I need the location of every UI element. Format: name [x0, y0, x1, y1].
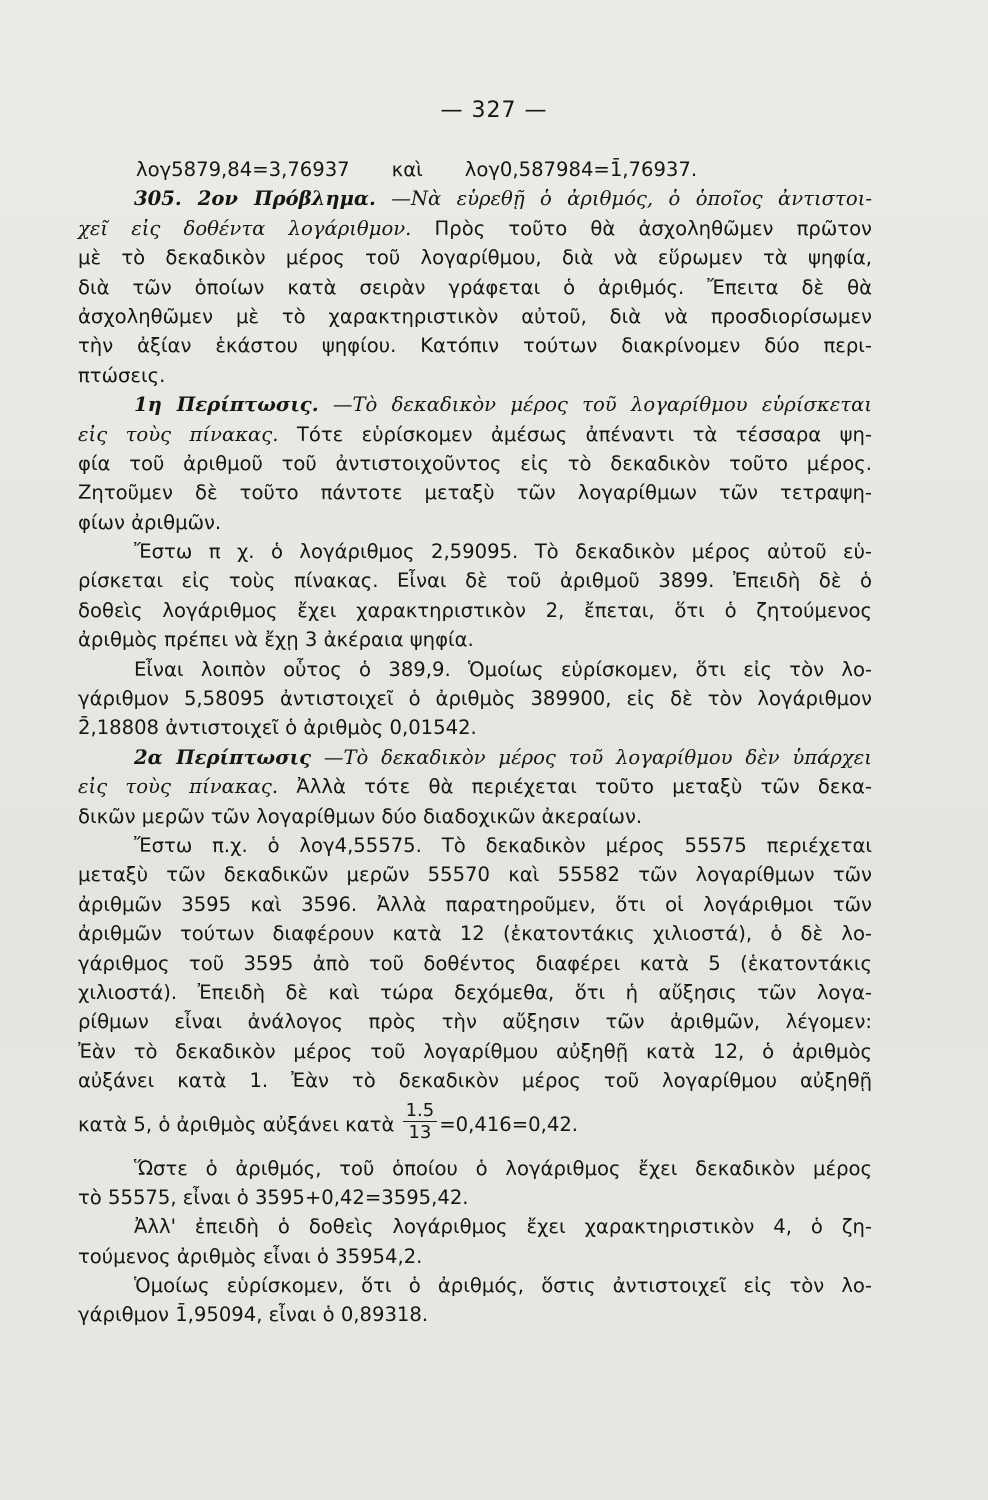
text-line	[78, 214, 872, 243]
case-heading: 1η Περίπτωσις.	[134, 393, 319, 417]
text-line	[78, 184, 872, 213]
text-line: διὰ τῶν ὁποίων κατὰ σειρὰν γράφεται ὁ ἀριθμός. Ἔπειτα δὲ θὰ	[78, 275, 872, 299]
text-line: ρίσκεται εἰς τοὺς πίνακας. Εἶναι δὲ τοῦ ἀριθμοῦ 3899. Ἐπειδὴ δὲ ὁ	[78, 569, 872, 593]
italic-text: —Τὸ δεκαδικὸν μέρος τοῦ λογαρίθμου δὲν ὑπάρχει	[323, 745, 872, 769]
text-line: Εἶναι λοιπὸν οὗτος ὁ 389,9. Ὁμοίως εὑρίσκομεν, ὅτι εἰς τὸν λο-	[134, 657, 872, 681]
body-text: Πρὸς τοῦτο θὰ ἀσχοληθῶμεν πρῶτον	[434, 216, 873, 240]
text-line: Ἀλλ' ἐπειδὴ ὁ δοθεὶς λογάριθμος ἔχει χαρακτηριστικὸν 4, ὁ ζη-	[134, 1215, 872, 1239]
text-line: πτώσεις.	[78, 363, 166, 387]
text-body	[78, 155, 872, 1330]
text-line: τούμενος ἀριθμὸς εἶναι ὁ 35954,2.	[78, 1244, 423, 1268]
italic-text: —Τὸ δεκαδικὸν μέρος τοῦ λογαρίθμου εὑρίσκεται	[332, 393, 872, 417]
fraction-numerator: 1.5	[403, 1102, 438, 1122]
body-text: Τότε εὑρίσκομεν ἀμέσως ἀπέναντι τὰ τέσσαρα ψη-	[296, 422, 872, 446]
fraction-denominator: 13	[408, 1122, 432, 1143]
conjunction: καὶ	[391, 158, 423, 181]
text-line: μεταξὺ τῶν δεκαδικῶν μερῶν 55570 καὶ 55582 τῶν λογαρίθμων τῶν	[78, 863, 872, 887]
text-line	[78, 1096, 872, 1154]
text-line: μὲ τὸ δεκαδικὸν μέρος τοῦ λογαρίθμου, διὰ νὰ εὕρωμεν τὰ ψηφία,	[78, 246, 872, 270]
text-line: 2̄,18808 ἀντιστοιχεῖ ὁ ἀριθμὸς 0,01542.	[78, 716, 477, 740]
text-line: ἀριθμῶν τούτων διαφέρουν κατὰ 12 (ἑκατοντάκις χιλιοστά), ὁ δὲ λο-	[78, 922, 872, 946]
text-line	[78, 155, 872, 184]
equation: =0,416=0,42.	[439, 1112, 579, 1136]
text-line	[78, 420, 872, 449]
text-line: δοθεὶς λογάριθμος ἔχει χαρακτηριστικὸν 2, ἔπεται, ὅτι ὁ ζητούμενος	[78, 598, 872, 622]
text-line: τὸ 55575, εἶναι ὁ 3595+0,42=3595,42.	[78, 1185, 469, 1209]
text-line: Ἐὰν τὸ δεκαδικὸν μέρος τοῦ λογαρίθμου αὐξηθῇ κατὰ 12, ὁ ἀριθμὸς	[78, 1039, 872, 1063]
text-line: φία τοῦ ἀριθμοῦ τοῦ ἀντιστοιχοῦντος εἰς τὸ δεκαδικὸν τοῦτο μέρος.	[78, 451, 872, 475]
text-line: ἀριθμὸς πρέπει νὰ ἔχῃ 3 ἀκέραια ψηφία.	[78, 628, 474, 652]
page-number: — 327 —	[440, 98, 548, 123]
equation: λογ0,587984=1̄,76937.	[464, 158, 698, 181]
italic-text: —Νὰ εὑρεθῇ ὁ ἀριθμός, ὁ ὁποῖος ἀντιστοι-	[391, 187, 872, 211]
text-line	[78, 743, 872, 772]
text-line	[78, 390, 872, 419]
equation: λογ5879,84=3,76937	[136, 158, 350, 181]
text-line: δικῶν μερῶν τῶν λογαρίθμων δύο διαδοχικῶν ἀκεραίων.	[78, 804, 643, 828]
text-line: Ζητοῦμεν δὲ τοῦτο πάντοτε μεταξὺ τῶν λογαρίθμων τῶν τετραψη-	[78, 481, 872, 505]
text-line: Ἔστω π.χ. ὁ λογ4,55575. Τὸ δεκαδικὸν μέρος 55575 περιέχεται	[134, 833, 872, 857]
italic-text: εἰς τοὺς πίνακας.	[78, 422, 279, 446]
text-line: φίων ἀριθμῶν.	[78, 510, 222, 534]
body-text: κατὰ 5, ὁ ἀριθμὸς αὐξάνει κατὰ	[78, 1112, 395, 1136]
text-line: Ἔστω π χ. ὁ λογάριθμος 2,59095. Τὸ δεκαδικὸν μέρος αὐτοῦ εὑ-	[134, 540, 872, 564]
section-heading: 305. 2ον Πρόβλημα.	[134, 187, 376, 211]
case-heading: 2α Περίπτωσις	[134, 745, 312, 769]
text-line: ρίθμων εἶναι ἀνάλογος πρὸς τὴν αὔξησιν τῶν ἀριθμῶν, λέγομεν:	[78, 1010, 872, 1034]
body-text: Ἀλλὰ τότε θὰ περιέχεται τοῦτο μεταξὺ τῶν δεκα-	[296, 775, 872, 799]
text-line: Ὥστε ὁ ἀριθμός, τοῦ ὁποίου ὁ λογάριθμος ἔχει δεκαδικὸν μέρος	[134, 1156, 872, 1180]
fraction	[403, 1102, 438, 1142]
text-line: γάριθμον 5,58095 ἀντιστοιχεῖ ὁ ἀριθμὸς 389900, εἰς δὲ τὸν λογάριθμον	[78, 687, 872, 711]
text-line: γάριθμος τοῦ 3595 ἀπὸ τοῦ δοθέντος διαφέρει κατὰ 5 (ἑκατοντάκις	[78, 951, 872, 975]
text-line: αὐξάνει κατὰ 1. Ἐὰν τὸ δεκαδικὸν μέρος τοῦ λογαρίθμου αὐξηθῇ	[78, 1069, 872, 1093]
text-line: γάριθμον 1̄,95094, εἶναι ὁ 0,89318.	[78, 1303, 429, 1327]
text-line: τὴν ἀξίαν ἑκάστου ψηφίου. Κατόπιν τούτων διακρίνομεν δύο περι-	[78, 334, 872, 358]
text-line	[78, 772, 872, 801]
text-line: Ὁμοίως εὑρίσκομεν, ὅτι ὁ ἀριθμός, ὅστις ἀντιστοιχεῖ εἰς τὸν λο-	[134, 1274, 872, 1298]
text-line: χιλιοστά). Ἐπειδὴ δὲ καὶ τώρα δεχόμεθα, ὅτι ἡ αὔξησις τῶν λογα-	[78, 980, 872, 1004]
text-line: ἀσχοληθῶμεν μὲ τὸ χαρακτηριστικὸν αὐτοῦ, διὰ νὰ προσδιορίσωμεν	[78, 304, 872, 328]
text-line: ἀριθμῶν 3595 καὶ 3596. Ἀλλὰ παρατηροῦμεν, ὅτι οἱ λογάριθμοι τῶν	[78, 892, 872, 916]
italic-text: εἰς τοὺς πίνακας.	[78, 775, 279, 799]
italic-text: χεῖ εἰς δοθέντα λογάριθμον.	[78, 216, 412, 240]
